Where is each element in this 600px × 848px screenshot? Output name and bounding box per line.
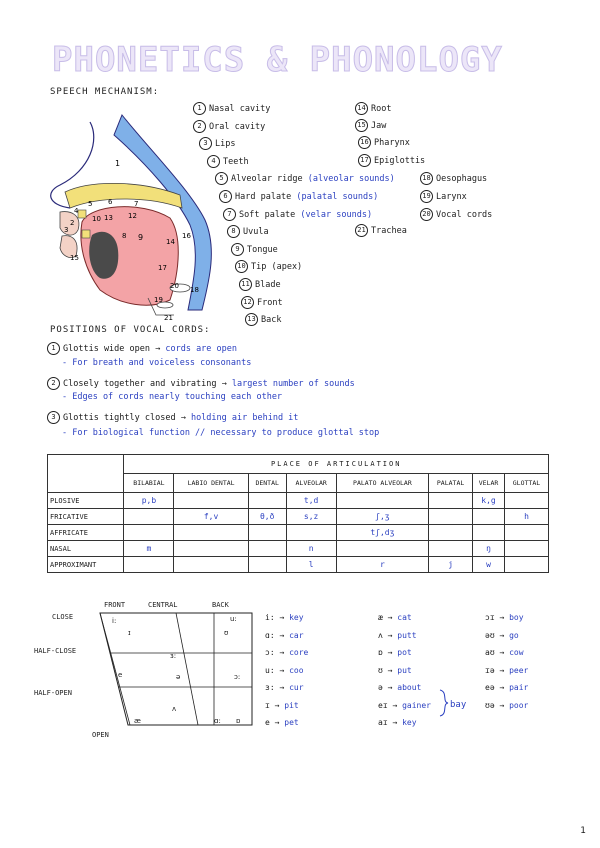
part-label: Front [257,297,283,308]
part-label: Root [371,104,392,114]
table-column-header: VELAR [473,474,505,493]
part-label: Teeth [223,156,249,167]
part-label: Larynx [436,192,467,202]
vowel-symbol: i: [112,617,117,625]
table-cell [504,541,548,557]
vocal-item-3: 3 Glottis tightly closed → holding air behind it [47,411,298,424]
diagram-label-3: 3 [64,226,69,234]
vowel-example: ʊ → put [378,665,412,675]
part-label: Tip (apex) [251,262,303,273]
table-column-header: LABIO DENTAL [174,474,248,493]
vowel-example: eə → pair [485,683,529,692]
part-number: 7 [223,208,236,221]
part-number: 8 [227,225,240,238]
table-row [48,557,549,573]
vowel-example-word: cow [509,648,524,657]
vowel-example-symbol: ʊ [378,665,383,675]
vowel-row-half-close: HALF-CLOSE [34,647,77,655]
vowel-example-word: go [509,630,519,640]
vowel-example: ɔ: → core [265,648,309,657]
part-item [227,225,269,238]
part-number: 17 [358,154,371,167]
table-cell [174,493,248,509]
table-cell [504,557,548,573]
vowel-example-symbol: ɜ: [265,683,275,692]
vowel-example-word: poor [509,700,529,710]
vowel-symbol: ə [176,673,181,681]
part-label: Tongue [247,244,278,255]
vocal-item-result: cords are open [165,344,238,354]
table-header-title: PLACE OF ARTICULATION [124,455,549,474]
section-heading-speech: SPEECH MECHANISM: [50,87,160,97]
table-cell [124,557,174,573]
table-cell: k,g [473,493,505,509]
vowel-example-symbol: eɪ [378,700,388,710]
table-cell [429,509,473,525]
part-label: Soft palate [239,209,296,220]
vowel-example: eɪ → gainer [378,700,431,710]
part-number: 18 [420,172,433,185]
part-number: 16 [358,136,371,149]
part-item [241,296,283,309]
vowel-example-symbol: e [265,718,270,727]
part-item [239,278,281,291]
part-number: 14 [355,102,368,115]
table-cell: n [286,541,336,557]
vowel-row-open: OPEN [92,731,109,739]
table-cell: ʃ,ʒ [336,509,428,525]
vowel-example-symbol: ʊə [485,700,495,710]
table-cell [248,525,286,541]
table-cell [286,525,336,541]
vowel-symbol: e [118,671,123,679]
vowel-example: u: → coo [265,665,304,675]
vowel-example: ɜ: → cur [265,683,304,692]
part-label: Lips [215,139,236,150]
table-cell: t,d [286,493,336,509]
vowel-example: əʊ → go [485,630,519,640]
table-cell: j [429,557,473,573]
diagram-label-15: 15 [70,254,79,262]
table-row [48,509,549,525]
vowel-col-front: FRONT [104,601,126,609]
vowel-example-word: putt [397,630,417,640]
vowel-symbol: ʌ [172,705,177,713]
vowel-example-word: core [289,648,309,657]
table-cell: θ,ð [248,509,286,525]
part-number: 5 [215,172,228,185]
part-label: Trachea [371,226,407,236]
diagram-label-2: 2 [70,219,75,227]
table-cell: ŋ [473,541,505,557]
part-number: 20 [420,208,433,221]
part-number: 21 [355,224,368,237]
part-label: Back [261,315,282,326]
vowel-example-symbol: aʊ [485,648,495,657]
part-number: 11 [239,278,252,291]
vowel-example-word: pair [509,683,529,692]
vowel-example-symbol: i: [265,613,275,622]
part-item [199,137,235,150]
vowel-example-word: cat [397,613,412,622]
table-cell: h [504,509,548,525]
part-number: 4 [207,155,220,168]
vocal-item-number: 1 [47,342,60,355]
part-label: Pharynx [374,138,410,148]
vowel-chart [30,595,270,745]
page-number: 1 [580,826,586,836]
diagram-label-9: 9 [138,233,144,242]
vowel-example: ʌ → putt [378,630,417,640]
table-cell [124,525,174,541]
part-label: Vocal cords [436,210,493,220]
table-cell [124,509,174,525]
part-number: 9 [231,243,244,256]
diagram-label-4: 4 [74,207,79,215]
table-cell [336,493,428,509]
table-cell [174,525,248,541]
table-cell: tʃ,dʒ [336,525,428,541]
part-item [193,102,270,115]
vowel-example-symbol: ɒ [378,648,383,657]
part-note: (palatal sounds) [296,192,379,202]
vowel-example-word: peer [509,665,529,675]
vowel-example-word: about [397,683,422,692]
part-label: Uvula [243,227,269,238]
diagram-label-1: 1 [115,159,121,168]
place-of-articulation-table [47,454,549,573]
part-number: 19 [420,190,433,203]
table-row-header: FRICATIVE [48,509,124,525]
part-number: 12 [241,296,254,309]
vocal-item-text: Glottis wide open [63,344,150,354]
vowel-example: ɪ → pit [265,700,299,710]
table-cell [429,525,473,541]
part-item [245,313,281,326]
part-item [420,208,492,221]
vocal-item-2-sub: - Edges of cords nearly touching each other [62,392,283,402]
table-cell [429,541,473,557]
table-row-header: NASAL [48,541,124,557]
part-number: 1 [193,102,206,115]
diagram-label-13: 13 [104,214,113,222]
table-cell [504,525,548,541]
vowel-example: ɪə → peer [485,665,529,675]
section-heading-vocal-cords: POSITIONS OF VOCAL CORDS: [50,325,211,335]
vowel-example-symbol: ɑ: [265,630,275,640]
vowel-example: ɑ: → car [265,630,304,640]
brace-word: bay [450,700,467,710]
table-column-header: PALATO ALVEOLAR [336,474,428,493]
table-cell [473,509,505,525]
vowel-example: aʊ → cow [485,648,524,657]
table-column-header: PALATAL [429,474,473,493]
part-item [223,208,372,221]
table-corner [48,455,124,493]
table-cell [429,493,473,509]
vowel-example: e → pet [265,718,299,727]
vowel-example: aɪ → key [378,718,417,727]
vowel-row-close: CLOSE [52,613,74,621]
part-item [355,119,386,132]
table-cell [248,541,286,557]
table-cell: w [473,557,505,573]
vowel-example-symbol: ɔ: [265,648,275,657]
vowel-example: ɔɪ → boy [485,613,524,622]
part-item [231,243,278,256]
vocal-item-text: Glottis tightly closed [63,413,176,423]
vowel-example-word: car [289,630,304,640]
table-cell: f,v [174,509,248,525]
part-item [219,190,378,203]
diagram-label-7: 7 [134,200,139,208]
part-number: 13 [245,313,258,326]
part-number: 15 [355,119,368,132]
part-item [207,155,249,168]
part-number: 6 [219,190,232,203]
vowel-symbol: æ [134,717,141,725]
vowel-example-symbol: ʌ [378,630,383,640]
part-item [235,260,302,273]
vowel-example-symbol: eə [485,683,495,692]
table-cell [473,525,505,541]
vowel-example-word: coo [289,665,304,675]
vowel-symbol: u: [230,615,237,623]
vowel-symbol: ɒ [236,717,241,725]
diagram-label-5: 5 [88,200,93,208]
part-label: Nasal cavity [209,104,271,114]
part-item [358,136,410,149]
vowel-example-symbol: æ [378,613,383,622]
vowel-example: ɒ → pot [378,648,412,657]
table-column-header: ALVEOLAR [286,474,336,493]
table-cell: r [336,557,428,573]
diagram-label-17: 17 [158,264,167,272]
table-row [48,493,549,509]
table-row-header: PLOSIVE [48,493,124,509]
part-label: Alveolar ridge [231,174,303,185]
vocal-item-number: 3 [47,411,60,424]
diagram-label-16: 16 [182,232,191,240]
table-cell: l [286,557,336,573]
vowel-example-word: pit [284,700,299,710]
part-item [355,102,391,115]
table-cell: s,z [286,509,336,525]
vowel-example-word: pot [397,648,412,657]
vowel-symbol: ɪ [128,629,131,637]
table-cell: m [124,541,174,557]
vocal-item-2: 2 Closely together and vibrating → largest number of sounds [47,377,355,390]
vowel-example-symbol: aɪ [378,718,388,727]
table-cell: p,b [124,493,174,509]
table-cell [504,493,548,509]
vowel-example-symbol: u: [265,665,275,675]
vowel-symbol: ɜ: [170,652,177,660]
vocal-item-1: 1 Glottis wide open → cords are open [47,342,237,355]
diagram-label-19: 19 [154,296,163,304]
diagram-label-8: 8 [122,232,127,240]
vowel-example-word: pet [284,718,299,727]
diagram-label-18: 18 [190,286,199,294]
table-column-header: BILABIAL [124,474,174,493]
vowel-example-symbol: ɔɪ [485,613,495,622]
part-item [358,154,425,167]
part-item [215,172,395,185]
vocal-item-3-sub: - For biological function // necessary to produce glottal stop [62,428,380,438]
vocal-item-1-sub: - For breath and voiceless consonants [62,358,252,368]
table-cell [174,541,248,557]
vowel-example-word: gainer [402,700,431,710]
vowel-example-word: boy [509,613,524,622]
diagram-label-6: 6 [108,198,113,206]
part-note: (velar sounds) [300,209,373,220]
brace-icon [438,688,452,718]
vowel-example-word: cur [289,683,304,692]
vowel-example: ʊə → poor [485,700,529,710]
part-item [355,224,407,237]
table-cell [248,493,286,509]
diagram-label-10: 10 [92,215,101,223]
vowel-symbol: ɑ: [214,717,221,725]
vocal-item-result: largest number of sounds [231,379,355,389]
table-row [48,525,549,541]
vowel-row-half-open: HALF-OPEN [34,689,72,697]
vowel-col-central: CENTRAL [148,601,178,609]
table-column-header: GLOTTAL [504,474,548,493]
vowel-example-word: key [402,718,417,727]
vowel-example-symbol: əʊ [485,630,495,640]
part-label: Blade [255,280,281,290]
part-label: Hard palate [235,192,292,202]
table-cell [174,557,248,573]
vowel-example-word: put [397,665,412,675]
vocal-item-number: 2 [47,377,60,390]
part-label: Epiglottis [374,156,426,166]
table-cell [248,557,286,573]
table-cell [336,541,428,557]
part-item [193,120,265,133]
vowel-symbol: ɔ: [234,673,241,681]
vocal-item-text: Closely together and vibrating [63,379,217,389]
vowel-example-symbol: ɪ [265,700,270,710]
vowel-example-symbol: ə [378,683,383,692]
part-label: Oral cavity [209,121,266,132]
table-row-header: AFFRICATE [48,525,124,541]
diagram-label-14: 14 [166,238,175,246]
part-number: 3 [199,137,212,150]
part-label: Oesophagus [436,174,488,184]
part-note: (alveolar sounds) [307,174,395,185]
vowel-example: ə → about [378,683,422,692]
vowel-example-symbol: ɪə [485,665,495,675]
vowel-col-back: BACK [212,601,229,609]
vowel-example-word: key [289,613,304,622]
vowel-symbol: ʊ [224,629,229,637]
part-number: 2 [193,120,206,133]
diagram-label-20: 20 [170,282,179,290]
table-row-header: APPROXIMANT [48,557,124,573]
part-number: 10 [235,260,248,273]
vocal-item-result: holding air behind it [190,413,299,423]
table-column-header: DENTAL [248,474,286,493]
part-item [420,190,467,203]
part-item [420,172,487,185]
page-title: PHONETICS & PHONOLOGY [52,40,503,80]
diagram-label-21: 21 [164,314,173,322]
part-label: Jaw [371,121,387,131]
vowel-example: æ → cat [378,613,412,622]
table-row [48,541,549,557]
diagram-label-12: 12 [128,212,137,220]
vowel-example: i: → key [265,613,304,622]
